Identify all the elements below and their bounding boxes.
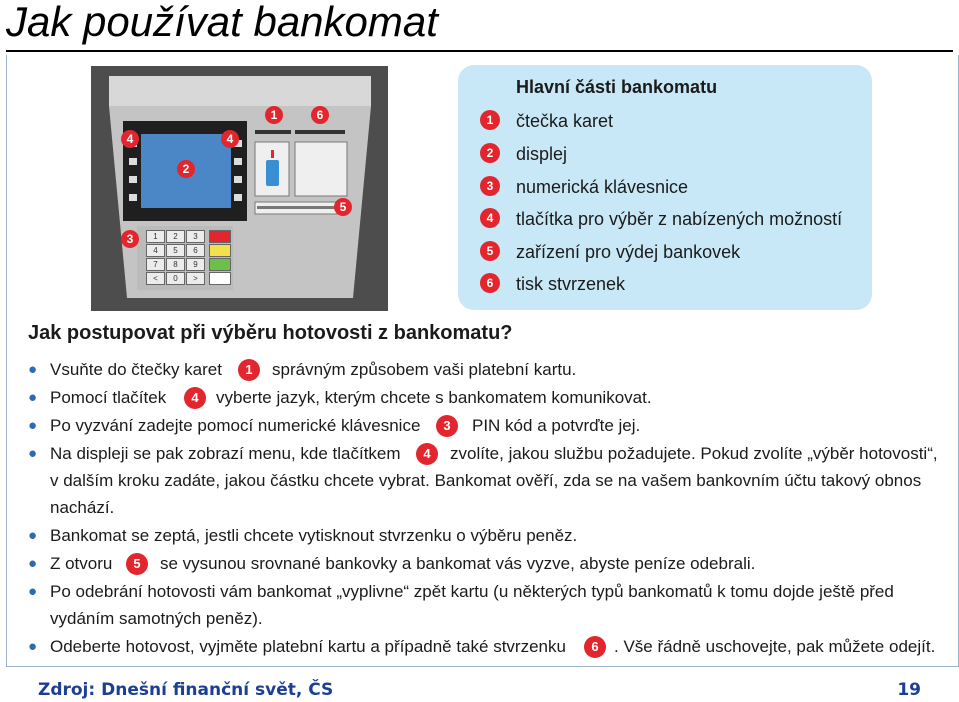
keypad-key: 0 <box>166 272 185 285</box>
legend-item <box>480 176 870 200</box>
step-text: Bankomat se zeptá, jestli chcete vytisknout stvrzenku o výběru peněz. <box>50 526 578 545</box>
atm-badge-4-left: 4 <box>121 130 139 148</box>
step-7-line-2: vydáním samotných peněz). <box>50 609 263 628</box>
number-badge: 4 <box>184 387 206 409</box>
atm-badge-2: 2 <box>177 160 195 178</box>
legend-item <box>480 241 870 265</box>
keypad-key: 4 <box>146 244 165 257</box>
keypad-key: 2 <box>166 230 185 243</box>
legend-item <box>480 110 870 134</box>
legend-label: zařízení pro výdej bankovek <box>516 242 741 262</box>
number-badge: 4 <box>480 208 500 228</box>
bullet-icon: ● <box>28 583 38 600</box>
legend-label: tlačítka pro výběr z nabízených možností <box>516 209 843 229</box>
bullet-icon: ● <box>28 389 38 406</box>
number-badge: 3 <box>480 176 500 196</box>
step-text: PIN kód a potvrďte jej. <box>472 416 641 435</box>
step-text: Po vyzvání zadejte pomocí numerické klávesnice <box>50 416 421 435</box>
step-4-line-2: v dalším kroku zadáte, jakou částku chcete vybrat. Bankomat ověří, zda se na vašem bankovním účtu takový obnos <box>50 471 922 490</box>
step-text: Pomocí tlačítek <box>50 388 167 407</box>
legend-label: numerická klávesnice <box>516 177 689 197</box>
number-badge: 2 <box>480 143 500 163</box>
keypad-key: 3 <box>186 230 205 243</box>
keypad-key: 1 <box>146 230 165 243</box>
legend-box <box>458 65 872 310</box>
legend-title: Hlavní části bankomatu <box>516 77 718 97</box>
number-badge: 5 <box>126 553 148 575</box>
step-text: se vysunou srovnané bankovky a bankomat vás vyzve, abyste peníze odebrali. <box>160 554 756 573</box>
step-text: vyberte jazyk, kterým chcete s bankomatem komunikovat. <box>216 388 652 407</box>
keypad-key: 5 <box>166 244 185 257</box>
legend-label: tisk stvrzenek <box>516 274 626 294</box>
bullet-icon: ● <box>28 638 38 655</box>
step-text: zvolíte, jakou službu požadujete. Pokud zvolíte „výběr hotovosti“, <box>450 444 938 463</box>
keypad-key: 9 <box>186 258 205 271</box>
bullet-icon: ● <box>28 555 38 572</box>
bullet-icon: ● <box>28 527 38 544</box>
source-citation: Zdroj: Dnešní finanční svět, ČS <box>38 680 334 700</box>
step-text: Na displeji se pak zobrazí menu, kde tlačítkem <box>50 444 401 463</box>
atm-drawing <box>91 66 388 311</box>
number-badge: 1 <box>480 110 500 130</box>
step-text: Odeberte hotovost, vyjměte platební kartu a případně také stvrzenku <box>50 637 566 656</box>
procedure-title: Jak postupovat při výběru hotovosti z bankomatu? <box>28 322 513 344</box>
keypad-key: 7 <box>146 258 165 271</box>
legend-label: displej <box>516 144 568 164</box>
number-badge: 6 <box>584 636 606 658</box>
step-text: Vsuňte do čtečky karet <box>50 360 222 379</box>
number-badge: 5 <box>480 241 500 261</box>
keypad-function-key <box>209 230 231 243</box>
legend-label: čtečka karet <box>516 111 614 131</box>
title-underline <box>6 50 953 52</box>
atm-badge-1: 1 <box>265 106 283 124</box>
step-text: Po odebrání hotovosti vám bankomat „vyplivne“ zpět kartu (u některých typů bankomatů k tomu dojde ještě před <box>50 582 894 601</box>
step-text: Z otvoru <box>50 554 113 573</box>
legend-item <box>480 143 870 167</box>
atm-badge-4-right: 4 <box>221 130 239 148</box>
number-badge: 1 <box>238 359 260 381</box>
keypad-key: 8 <box>166 258 185 271</box>
number-badge: 4 <box>416 443 438 465</box>
bullet-icon: ● <box>28 445 38 462</box>
card-slot <box>266 160 279 186</box>
atm-badge-3: 3 <box>121 230 139 248</box>
atm-badge-6: 6 <box>311 106 329 124</box>
atm-illustration <box>91 66 388 311</box>
step-text: . Vše řádně uschovejte, pak můžete odejít. <box>614 637 936 656</box>
keypad-key: < <box>146 272 165 285</box>
number-badge: 6 <box>480 273 500 293</box>
number-badge: 3 <box>436 415 458 437</box>
page-number: 19 <box>897 680 921 700</box>
legend-item <box>480 208 870 232</box>
keypad-key: > <box>186 272 205 285</box>
keypad-function-key <box>209 272 231 285</box>
keypad-function-key <box>209 258 231 271</box>
bullet-icon: ● <box>28 361 38 378</box>
bullet-icon: ● <box>28 417 38 434</box>
atm-badge-5: 5 <box>334 198 352 216</box>
keypad-key: 6 <box>186 244 205 257</box>
step-4-line-3: nachází. <box>50 498 115 517</box>
legend-item <box>480 273 870 297</box>
step-text: správným způsobem vaši platební kartu. <box>272 360 577 379</box>
page-title: Jak používat bankomat <box>6 0 438 45</box>
keypad-function-key <box>209 244 231 257</box>
